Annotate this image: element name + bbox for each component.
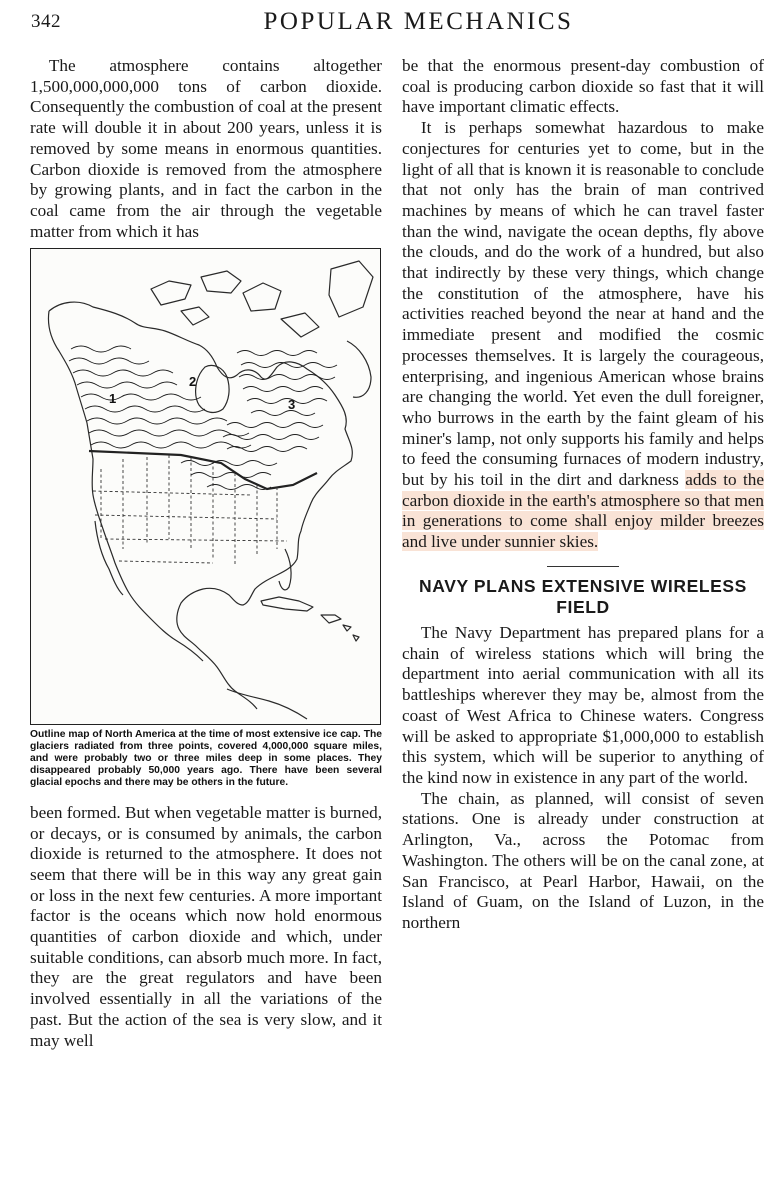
right-paragraph-2 [402, 118, 764, 553]
right-paragraph-4: The chain, as planned, will consist of seven stations. One is already under construction at Arlington, Va., across the Potomac from Washington. The others will be on the canal zone, at San Francisco, at Pearl Harbor, Hawaii, on the Island of Guam, on the Island of Luzon, in the northern [402, 788, 764, 932]
left-paragraph-1: The atmosphere contains altogether 1,500,000,000,000 tons of carbon dioxide. Consequently the combustion of coal at the present rate will double it in about 200 years, unless it is removed by some means in enormous quantities. Carbon dioxide is removed from the atmosphere by growing plants, and in fact the carbon in the coal came from the air through the vegetable matter from which it has [30, 56, 382, 241]
left-column [30, 56, 382, 1200]
page-header [0, 0, 777, 42]
article-headline: NAVY PLANS EXTENSIVE WIRELESS FIELD [419, 576, 747, 618]
section-divider [547, 566, 619, 567]
running-title: POPULAR MECHANICS [263, 8, 574, 35]
ice-cap-map [30, 248, 381, 725]
ice-center-label-3: 3 [288, 397, 296, 413]
north-america-outline [31, 249, 380, 724]
page-number: 342 [31, 11, 61, 32]
right-paragraph-3: The Navy Department has prepared plans for a chain of wireless stations which will bring the department into aerial communication with all its battleships wherever they may be, almost from the coast of West Africa to Chinese waters. Congress will be asked to appropriate $1,000,000 to establish this system, which will be superior to anything of the kind now in existence in any part of the world. [402, 623, 764, 787]
ice-center-label-1: 1 [109, 391, 117, 407]
right-paragraph-2-text: It is perhaps somewhat hazardous to make conjectures for centuries yet to come, but in the light of all that is known it is reasonable to conclude that not only has the brain of man contrived machines by means of which he can travel faster than the wind, navigate the ocean depths, fly above the clouds, and do the work of a hundred, but also that indirectly by these very things, which change the constitution of the atmosphere, have his activities reached beyond the near at hand and the immediate present and modified the cosmic processes themselves. It is largely the courageous, enterprising, and ingenious American whose brains are changing the world. Yet even the dull foreigner, who burrows in the earth by the faint gleam of his miner's lamp, not only supports his family and helps to feed the consuming furnaces of modern industry, but by his toil in the dirt and darkness [402, 118, 764, 490]
right-paragraph-1: be that the enormous present-day combustion of coal is producing carbon dioxide so fast that it will have important climatic effects. [402, 56, 764, 117]
right-column [402, 56, 764, 1200]
left-paragraph-2: been formed. But when vegetable matter is burned, or decays, or is consumed by animals, the carbon dioxide is returned to the atmosphere. It does not seem that there will be in this way any great gain or loss in the next few centuries. A more important factor is the oceans which now hold enormous quantities of carbon dioxide and which, under suitable conditions, can absorb much more. In fact, they are the great regulators and have been involved essentially in all the variations of the past. But the action of the sea is very slow, and it may well [30, 802, 382, 1050]
map-caption: Outline map of North America at the time of most extensive ice cap. The glaciers radiated from three points, covered 4,000,000 square miles, and were probably two or three miles deep in some places. They disappeared probably 50,000 years ago. There have been several glacial epochs and there may be others in the future. [30, 729, 382, 788]
ice-center-label-2: 2 [189, 374, 197, 390]
highlighted-passage: adds to the carbon dioxide in the earth's atmosphere so that men in generations to come shall enjoy milder breezes and live under sunnier skies. [402, 470, 764, 552]
